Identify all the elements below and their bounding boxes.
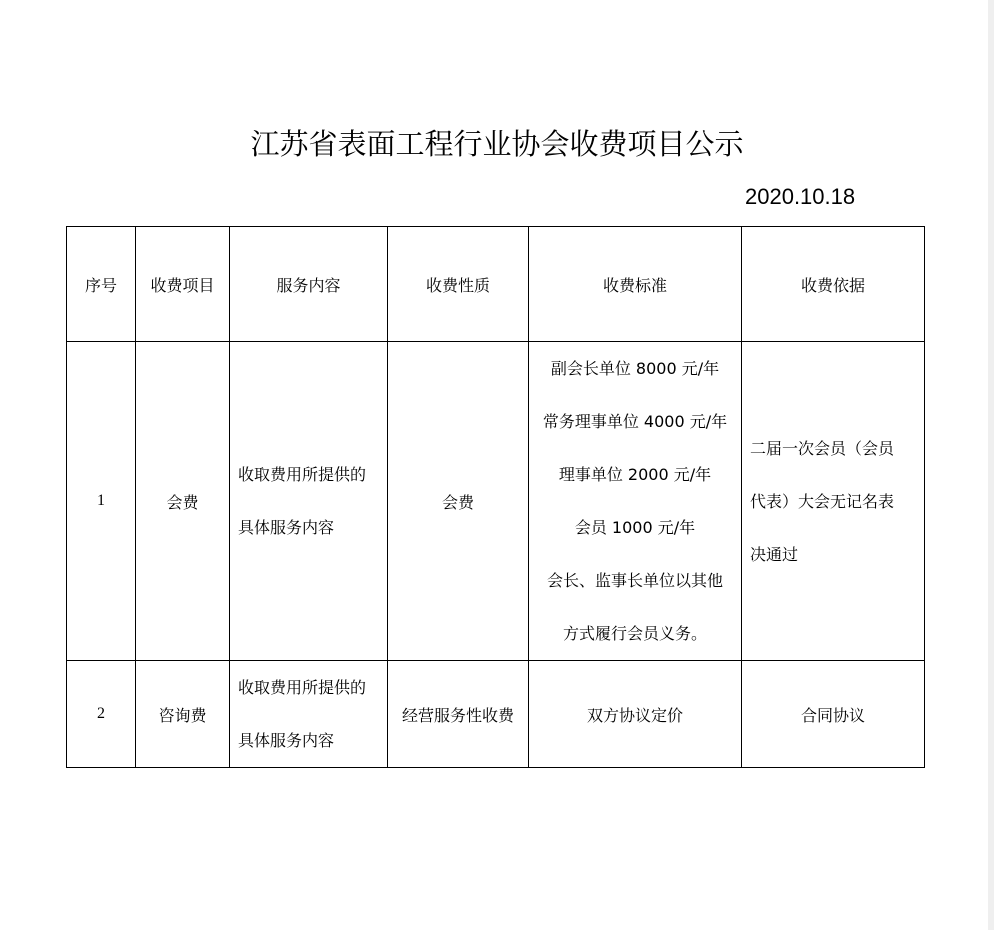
header-service: 服务内容 bbox=[230, 227, 388, 342]
service-line: 收取费用所提供的 bbox=[238, 465, 367, 484]
row-basis bbox=[742, 342, 925, 661]
row-service bbox=[230, 661, 388, 768]
row-item: 咨询费 bbox=[136, 661, 230, 768]
standard-line: 常务理事单位 4000 元/年 bbox=[542, 412, 728, 431]
header-item: 收费项目 bbox=[136, 227, 230, 342]
row-nature: 会费 bbox=[388, 342, 529, 661]
header-no: 序号 bbox=[67, 227, 136, 342]
table-header-row bbox=[67, 227, 925, 342]
page-title: 江苏省表面工程行业协会收费项目公示 bbox=[250, 127, 744, 161]
service-line: 具体服务内容 bbox=[238, 518, 335, 537]
service-line: 具体服务内容 bbox=[238, 731, 335, 750]
row-standard bbox=[529, 342, 742, 661]
basis-line: 决通过 bbox=[750, 544, 799, 564]
header-nature: 收费性质 bbox=[388, 227, 529, 342]
row-no: 1 bbox=[67, 342, 136, 661]
row-service bbox=[230, 342, 388, 661]
row-no: 2 bbox=[67, 661, 136, 768]
row-standard: 双方协议定价 bbox=[529, 661, 742, 768]
basis-line: 二届一次会员（会员 bbox=[750, 438, 895, 458]
publish-date: 2020.10.18 bbox=[745, 184, 856, 209]
row-item: 会费 bbox=[136, 342, 230, 661]
service-line: 收取费用所提供的 bbox=[238, 678, 367, 697]
header-basis: 收费依据 bbox=[742, 227, 925, 342]
standard-line: 理事单位 2000 元/年 bbox=[558, 465, 712, 484]
table-row bbox=[67, 342, 925, 661]
standard-line: 方式履行会员义务。 bbox=[562, 624, 707, 643]
row-nature: 经营服务性收费 bbox=[388, 661, 529, 768]
standard-line: 副会长单位 8000 元/年 bbox=[550, 359, 720, 378]
table-row bbox=[67, 661, 925, 768]
basis-line: 代表）大会无记名表 bbox=[750, 491, 895, 511]
standard-line: 会员 1000 元/年 bbox=[574, 518, 696, 537]
fee-table bbox=[66, 226, 925, 768]
header-standard: 收费标准 bbox=[529, 227, 742, 342]
row-basis: 合同协议 bbox=[742, 661, 925, 768]
standard-line: 会长、监事长单位以其他 bbox=[546, 571, 723, 590]
